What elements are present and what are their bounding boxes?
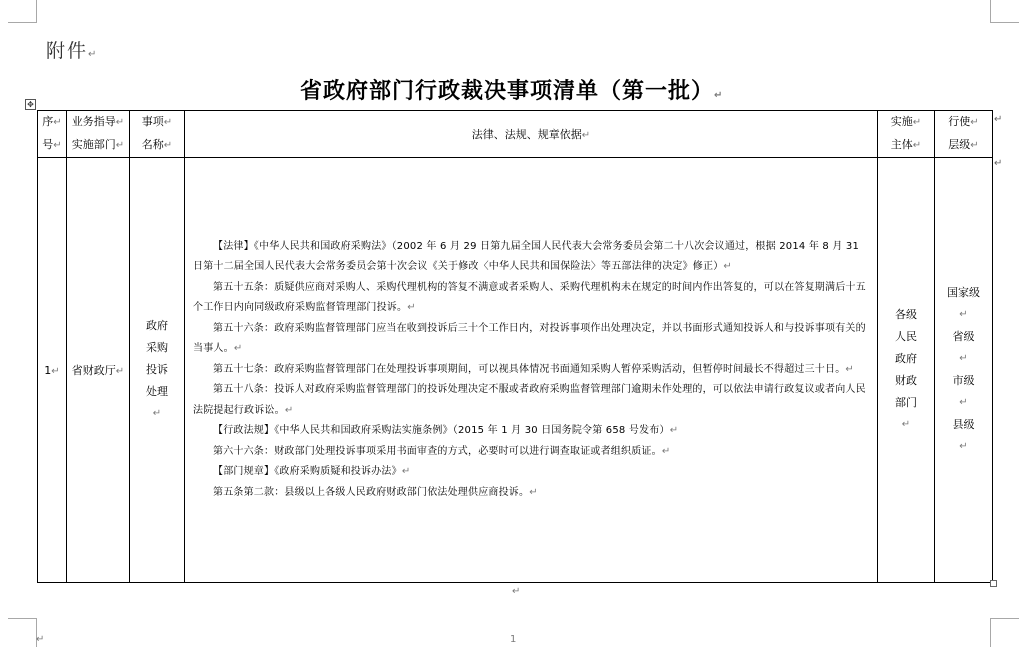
row-end-mark: ↵ — [994, 158, 1003, 169]
cell-department: 省财政厅↵ — [67, 158, 130, 583]
basis-article-58: 第五十八条：投诉人对政府采购监督管理部门的投诉处理决定不服或者政府采购监督管理部门逾期未作处理的，可以依法申请行政复议或者向人民法院提起行政诉讼。↵ — [193, 384, 866, 416]
corner-mark-top-left — [8, 0, 37, 23]
header-seq: 序↵ 号↵ — [38, 111, 67, 158]
corner-mark-bottom-right — [990, 618, 1019, 647]
basis-article-5: 第五条第二款：县级以上各级人民政府财政部门依法处理供应商投诉。↵ — [213, 486, 538, 498]
header-legal-basis: 法律、法规、规章依据↵ — [185, 111, 878, 158]
items-table — [37, 110, 993, 583]
attachment-label: 附件↵ — [46, 40, 99, 62]
cell-implementing-subject: 各级 人民 政府 财政 部门 ↵ — [878, 158, 935, 583]
basis-article-57: 第五十七条：政府采购监督管理部门在处理投诉事项期间，可以视具体情况书面通知采购人暂停采购活动，但暂停时间最长不得超过三十日。↵ — [213, 363, 854, 375]
header-implementing-subject: 实施↵ 主体↵ — [878, 111, 935, 158]
header-item-name: 事项↵ 名称↵ — [130, 111, 185, 158]
table-move-handle-icon[interactable]: ✥ — [25, 99, 36, 110]
cell-seq: 1↵ — [38, 158, 67, 583]
corner-mark-top-right — [990, 0, 1019, 23]
cell-exercise-level: 国家级 ↵ 省级 ↵ 市级 ↵ 县级 ↵ — [935, 158, 993, 583]
basis-article-55: 第五十五条：质疑供应商对采购人、采购代理机构的答复不满意或者采购人、采购代理机构未在规定的时间内作出答复的，可以在答复期满后十五个工作日内向同级政府采购监督管理部门投诉。↵ — [193, 281, 866, 314]
page-number: 1 — [510, 634, 517, 645]
basis-article-56: 第五十六条：政府采购监督管理部门应当在收到投诉后三十个工作日内，对投诉事项作出处理决定，并以书面形式通知投诉人和与投诉事项有关的当事人。↵ — [193, 322, 866, 355]
paragraph-mark: ↵ — [36, 634, 45, 645]
basis-article-66: 第六十六条：财政部门处理投诉事项采用书面审查的方式，必要时可以进行调查取证或者组织质证。↵ — [213, 445, 671, 457]
table-resize-handle[interactable] — [990, 580, 997, 587]
basis-law-heading: 【法律】《中华人民共和国政府采购法》（2002 年 6 月 29 日第九届全国人民代表大会常务委员会第二十八次会议通过，根据 2014 年 8 月 31 日第十二届全国人民代表大会常务委员会第十次会议《关于修改〈中华人民共和国保险法〉等五部法律的决定》修正）↵ — [193, 240, 860, 273]
page-title: 省政府部门行政裁决事项清单（第一批）↵ — [300, 78, 724, 104]
table-header-row — [38, 111, 993, 158]
table-row — [38, 158, 993, 583]
corner-mark-bottom-left — [8, 618, 37, 647]
basis-regulation-heading: 【行政法规】《中华人民共和国政府采购法实施条例》（2015 年 1 月 30 日国务院令第 658 号发布）↵ — [213, 425, 679, 437]
basis-rule-heading: 【部门规章】《政府采购质疑和投诉办法》↵ — [213, 466, 411, 478]
cell-item-name: 政府 采购 投诉 处理 ↵ — [130, 158, 185, 583]
paragraph-mark: ↵ — [512, 586, 521, 597]
row-end-mark: ↵ — [994, 114, 1003, 125]
header-department: 业务指导↵ 实施部门↵ — [67, 111, 130, 158]
cell-legal-basis — [185, 158, 878, 583]
header-exercise-level: 行使↵ 层级↵ — [935, 111, 993, 158]
